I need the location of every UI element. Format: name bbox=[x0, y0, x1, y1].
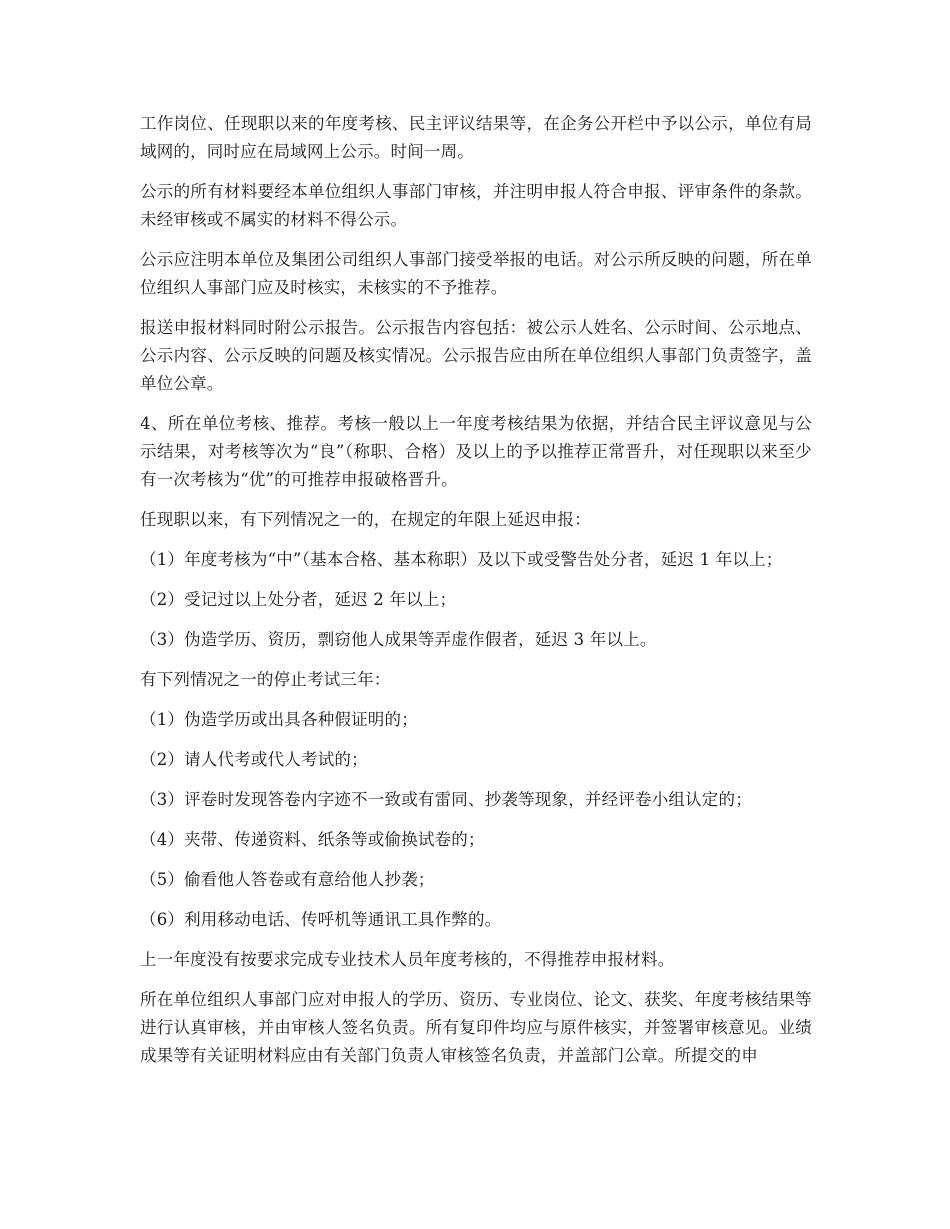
document-body bbox=[140, 110, 812, 1082]
paragraph-publicity-review: 公示的所有材料要经本单位组织人事部门审核，并注明申报人符合申报、评审条件的条款。未经审核或不属实的材料不得公示。 bbox=[140, 182, 812, 229]
list-item-suspension-1: （1）伪造学历或出具各种假证明的； bbox=[140, 710, 418, 729]
list-item-suspension-2: （2）请人代考或代人考试的； bbox=[140, 750, 368, 769]
paragraph-publicity-report: 报送申报材料同时附公示报告。公示报告内容包括：被公示人姓名、公示时间、公示地点、公示内容、公示反映的问题及核实情况。公示报告应由所在单位组织人事部门负责签字，盖单位公章。 bbox=[140, 318, 812, 393]
list-item-delay-2: （2）受记过以上处分者，延迟 2 年以上； bbox=[140, 590, 457, 609]
paragraph-publicity-content: 工作岗位、任现职以来的年度考核、民主评议结果等，在企务公开栏中予以公示，单位有局域网的，同时应在局域网上公示。时间一周。 bbox=[140, 114, 812, 161]
list-item-delay-3: （3）伪造学历、资历，剽窃他人成果等弄虚作假者，延迟 3 年以上。 bbox=[140, 630, 657, 649]
paragraph-annual-assessment: 上一年度没有按要求完成专业技术人员年度考核的，不得推荐申报材料。 bbox=[140, 950, 675, 969]
list-item-suspension-6: （6）利用移动电话、传呼机等通讯工具作弊的。 bbox=[140, 910, 502, 929]
paragraph-delay-intro: 任现职以来，有下列情况之一的，在规定的年限上延迟申报： bbox=[140, 510, 591, 529]
paragraph-report-phone: 公示应注明本单位及集团公司组织人事部门接受举报的电话。对公示所反映的问题，所在单位组织人事部门应及时核实，未核实的不予推荐。 bbox=[140, 250, 812, 297]
paragraph-material-review: 所在单位组织人事部门应对申报人的学历、资历、专业岗位、论文、获奖、年度考核结果等进行认真审核，并由审核人签名负责。所有复印件均应与原件核实，并签署审核意见。业绩成果等有关证明材料应由有关部门负责人审核签名负责，并盖部门公章。所提交的申 bbox=[140, 990, 812, 1065]
paragraph-assessment-recommendation: 4、所在单位考核、推荐。考核一般以上一年度考核结果为依据，并结合民主评议意见与公示结果，对考核等次为“良”（称职、合格）及以上的予以推荐正常晋升，对任现职以来至少有一次考核为“优”的可推荐申报破格晋升。 bbox=[140, 414, 812, 489]
paragraph-suspension-intro: 有下列情况之一的停止考试三年： bbox=[140, 670, 391, 689]
list-item-suspension-3: （3）评卷时发现答卷内字迹不一致或有雷同、抄袭等现象，并经评卷小组认定的； bbox=[140, 790, 752, 809]
list-item-suspension-5: （5）偷看他人答卷或有意给他人抄袭； bbox=[140, 870, 435, 889]
list-item-delay-1: （1）年度考核为“中”（基本合格、基本称职）及以下或受警告处分者，延迟 1 年以上； bbox=[140, 550, 783, 569]
list-item-suspension-4: （4）夹带、传递资料、纸条等或偷换试卷的； bbox=[140, 830, 485, 849]
